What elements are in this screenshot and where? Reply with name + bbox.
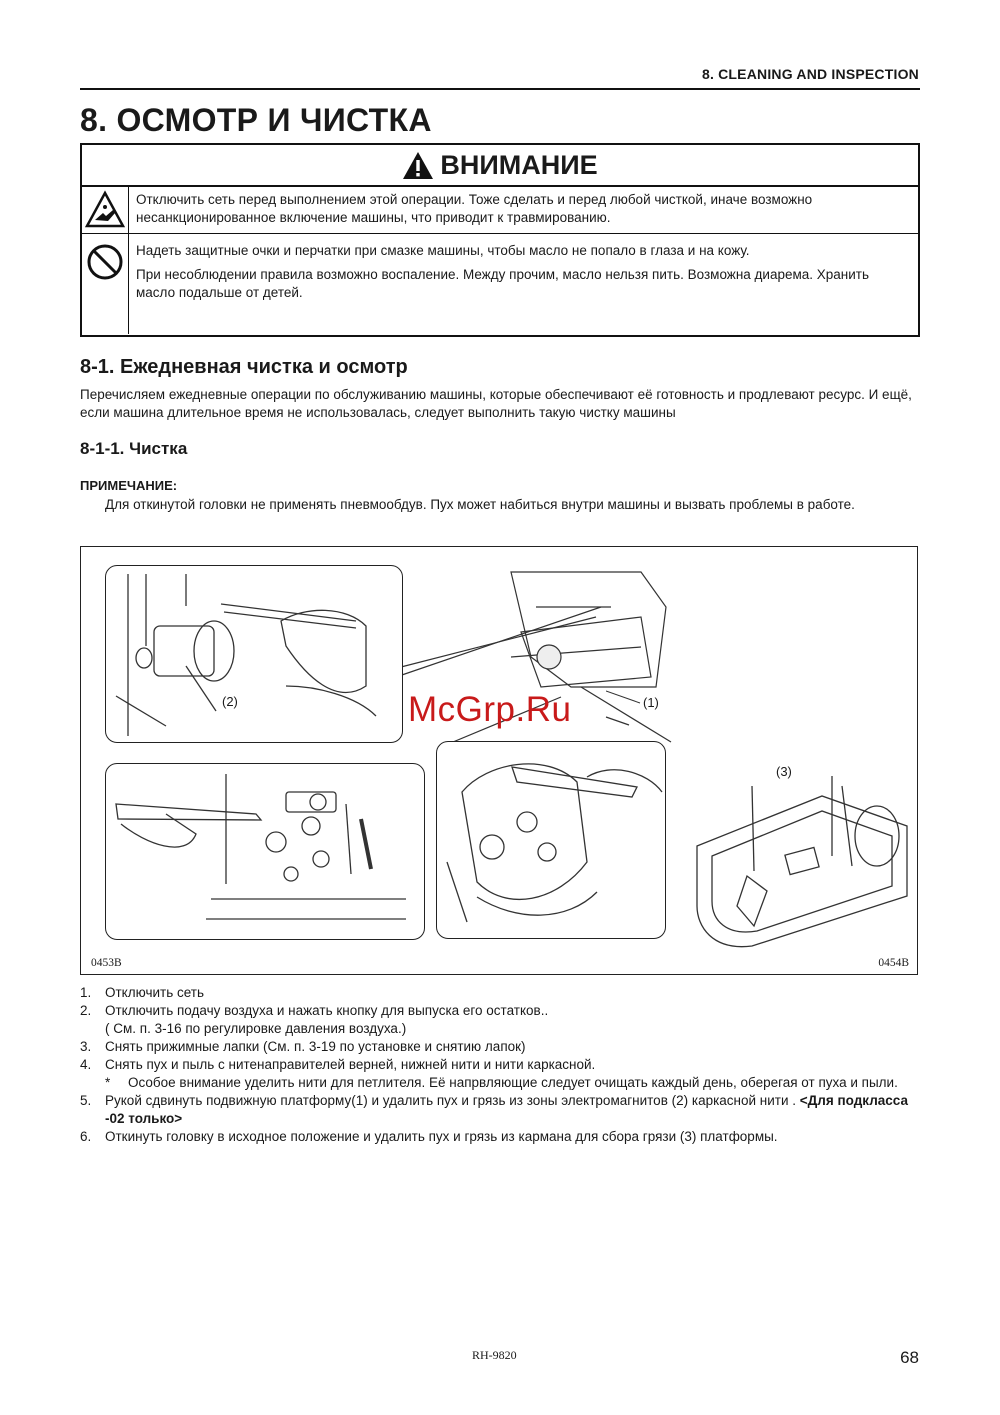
running-header: 8. CLEANING AND INSPECTION: [701, 66, 919, 82]
step-item: [80, 1092, 920, 1128]
callout-2: (2): [222, 694, 238, 709]
footer-model: RH-9820: [472, 1348, 517, 1362]
warning-heading: [82, 145, 918, 187]
panel-thread-guides: [105, 763, 425, 940]
step-subtext: ( См. п. 3-16 по регулировке давления воздуха.): [105, 1021, 407, 1036]
panel-solenoid: [105, 565, 403, 743]
panel-looper: [436, 741, 666, 939]
header-rule: [80, 88, 920, 90]
panel-dust-pocket: [691, 755, 915, 953]
warning-iconcell: [82, 187, 129, 233]
section-intro: Перечисляем ежедневные операции по обслуживанию машины, которые обеспечивают её готовность и продлевают ресурс. И ещё, если машина длительное время не использовалась, следует выполнить такую чистку машины: [80, 387, 912, 420]
note-label: ПРИМЕЧАНИЕ:: [80, 478, 178, 493]
thread-guide-illustration: [106, 764, 424, 939]
warning-box: [80, 143, 920, 337]
cleaning-figure: [80, 546, 918, 975]
page-number: 68: [900, 1348, 919, 1367]
step-number: 1.: [80, 985, 92, 1000]
warning-text-oil-1: Надеть защитные очки и перчатки при смазке машины, чтобы масло не попало в глаза и на кожу.: [136, 243, 750, 258]
step-number: 5.: [80, 1093, 92, 1108]
dust-pocket-illustration: [692, 756, 914, 952]
step-item: [80, 1038, 920, 1056]
step-item: [80, 1056, 920, 1092]
warning-triangle-icon: [402, 151, 434, 180]
warning-iconcell: [82, 234, 129, 334]
figure-code-left: 0453B: [91, 957, 122, 969]
footnote-text: Особое внимание уделить нити для петлителя. Её напрвляющие следует очищать каждый день, оберегая от пуха и пыли.: [128, 1075, 898, 1090]
page-title: 8. ОСМОТР И ЧИСТКА: [80, 102, 432, 138]
step-item: [80, 1128, 920, 1146]
callout-3: (3): [776, 764, 792, 779]
warning-text-power: Отключить сеть перед выполнением этой операции. Тоже сделать и перед любой чисткой, иначе возможно несанкционированное включение машины, что приводит к травмированию.: [136, 192, 813, 225]
watermark: McGrp.Ru: [408, 690, 572, 729]
cleaning-steps: [80, 984, 920, 1146]
warning-text-oil-2: При несоблюдении правила возможно воспаление. Между прочим, масло нельзя пить. Возможна диарема. Хранить масло подальше от детей.: [136, 267, 870, 300]
warning-row-power: [82, 187, 918, 234]
step-text: Отключить подачу воздуха и нажать кнопку для выпуска его остатков..: [105, 1003, 549, 1018]
step-text: Снять пух и пыль с нитенаправителей верней, нижней нити и нити каркасной.: [105, 1057, 596, 1072]
step-number: 3.: [80, 1039, 92, 1054]
step-text: Рукой сдвинуть подвижную платформу(1) и удалить пух и грязь из зоны электромагнитов (2) каркасной нити .: [105, 1093, 800, 1108]
warning-heading-text: ВНИМАНИЕ: [440, 149, 598, 180]
step-text: Снять прижимные лапки (См. п. 3-19 по установке и снятию лапок): [105, 1039, 526, 1054]
step-text: Откинуть головку в исходное положение и удалить пух и грязь из кармана для сбора грязи (3) платформы.: [105, 1129, 778, 1144]
step-item: [80, 1002, 920, 1038]
looper-illustration: [437, 742, 665, 938]
hand-injury-icon: [83, 188, 127, 232]
step-number: 6.: [80, 1129, 92, 1144]
solenoid-illustration: [106, 566, 402, 742]
step-bold-text: <Для подкласса -02 только>: [105, 1093, 908, 1126]
subsection-heading: 8-1-1. Чистка: [80, 439, 188, 458]
step-number: 2.: [80, 1003, 92, 1018]
note-text: Для откинутой головки не применять пневмообдув. Пух может набиться внутри машины и вызвать проблемы в работе.: [105, 497, 855, 512]
step-number: 4.: [80, 1057, 92, 1072]
prohibition-icon: [85, 242, 125, 282]
step-item: [80, 984, 920, 1002]
step-footnote: [105, 1074, 920, 1092]
step-text: Отключить сеть: [105, 985, 205, 1000]
figure-code-right: 0454B: [878, 957, 909, 969]
footnote-mark: *: [105, 1075, 111, 1090]
section-heading: 8-1. Ежедневная чистка и осмотр: [80, 356, 408, 378]
callout-1: (1): [643, 695, 659, 710]
leader-line-1: [606, 687, 666, 707]
warning-row-oil: [82, 234, 918, 334]
